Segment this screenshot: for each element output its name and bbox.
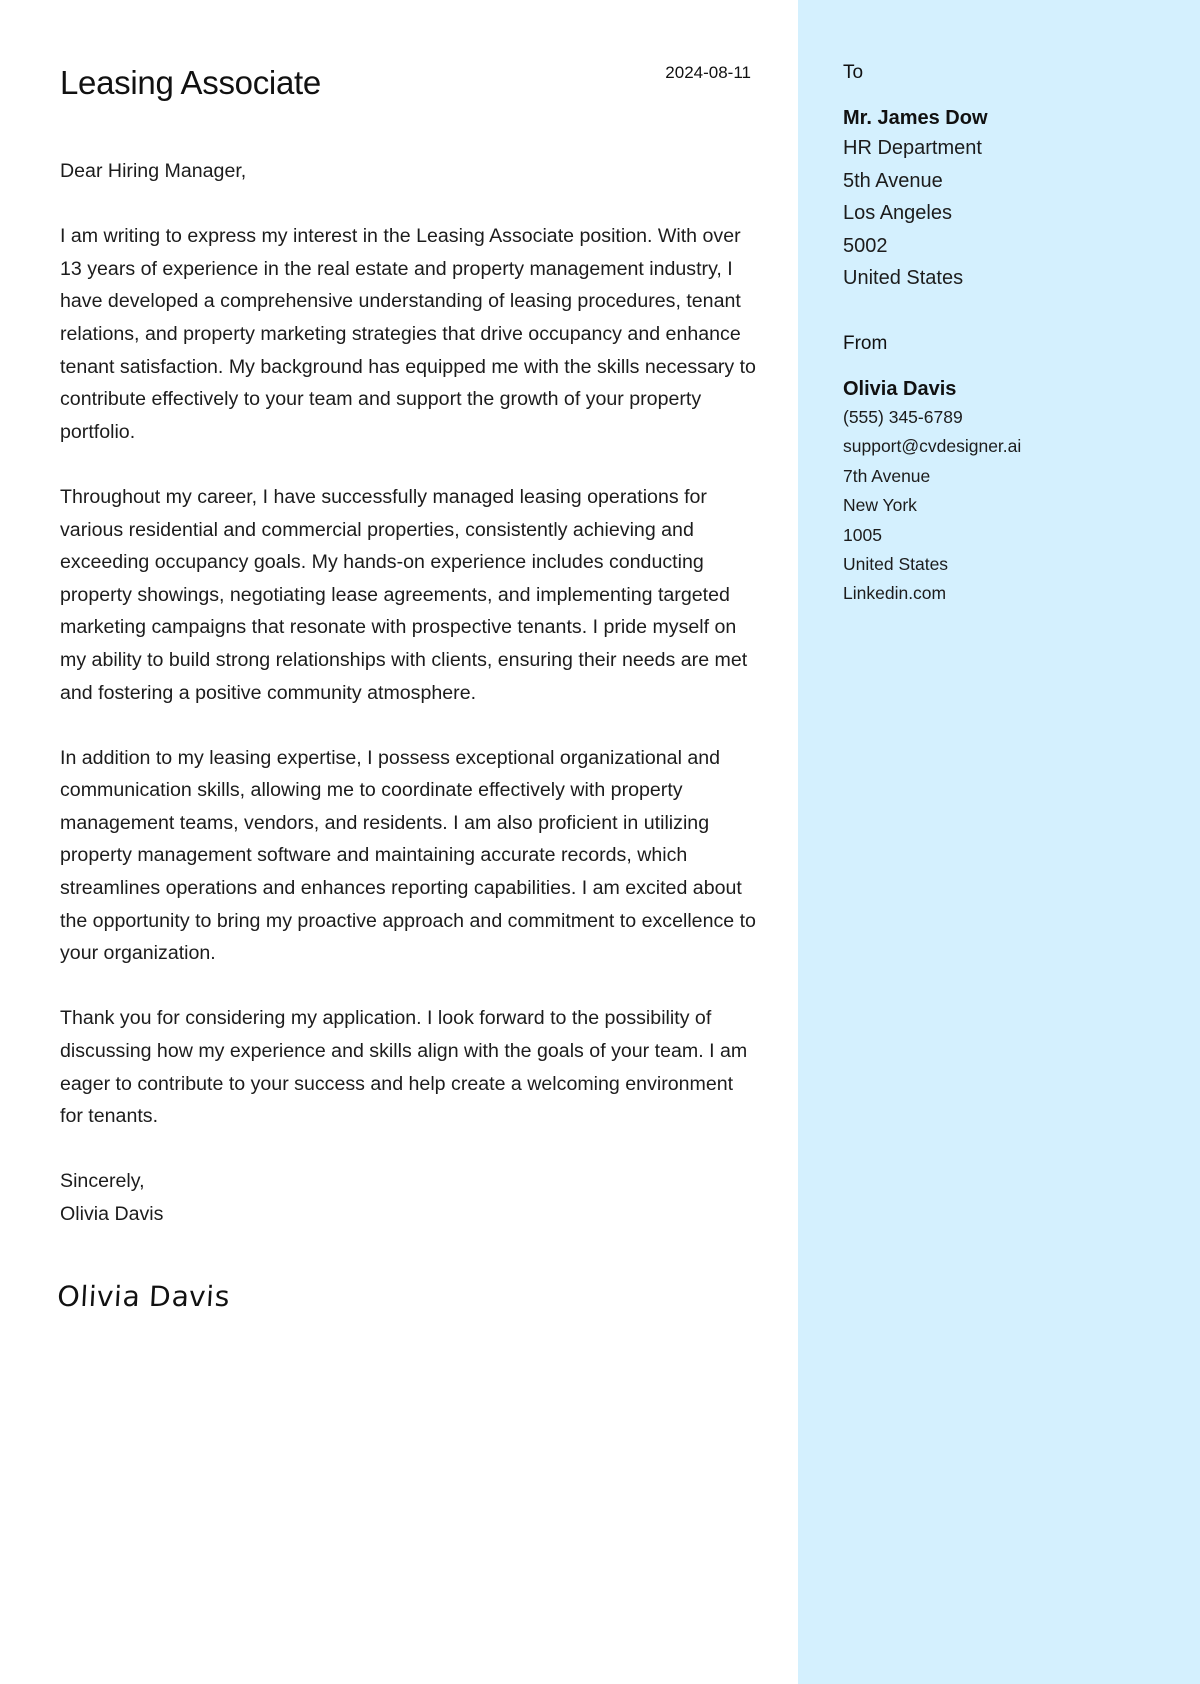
recipient-label: To	[843, 62, 864, 83]
sender-email[interactable]: support@cvdesigner.ai	[843, 436, 1022, 457]
document-title: Leasing Associate	[60, 64, 321, 101]
letter-date: 2024-08-11	[665, 63, 751, 82]
recipient-block	[843, 62, 988, 295]
sender-zip: 1005	[843, 524, 882, 545]
recipient-name: Mr. James Dow	[843, 107, 988, 129]
closing: Sincerely,	[60, 1170, 145, 1193]
sender-country: United States	[843, 554, 949, 575]
body-paragraph-3: In addition to my leasing expertise, I possess exceptional organizational and communication skills, allowing me to coordinate effectively with property management teams, vendors, and residents. I am also proficient in utilizing property management software and maintaining accurate records, which streamlines operations and enhances reporting capabilities. I am excited about the opportunity to bring my proactive approach and commitment to excellence to your organization.	[60, 746, 756, 965]
sender-name-typed: Olivia Davis	[60, 1203, 164, 1225]
body-paragraph-2: Throughout my career, I have successfully managed leasing operations for various residential and commercial properties, consistently achieving and exceeding occupancy goals. My hands-on experience includes conducting property showings, negotiating lease agreements, and implementing targeted marketing campaigns that resonate with prospective tenants. I pride myself on my ability to build strong relationships with clients, ensuring their needs are met and fostering a positive community atmosphere.	[60, 485, 748, 704]
salutation: Dear Hiring Manager,	[60, 160, 247, 182]
sender-block	[843, 333, 1021, 609]
sender-phone: (555) 345-6789	[843, 407, 963, 427]
recipient-zip: 5002	[843, 234, 888, 257]
letter-body	[60, 155, 760, 1231]
sender-label: From	[843, 333, 888, 354]
recipient-city: Los Angeles	[843, 202, 952, 224]
sender-city: New York	[843, 495, 917, 516]
body-paragraph-1: I am writing to express my interest in the Leasing Associate position. With over 13 years of experience in the real estate and property management industry, I have developed a comprehensive understanding of leasing procedures, tenant relations, and property marketing strategies that drive occupancy and enhance tenant satisfaction. My background has equipped me with the skills necessary to contribute effectively to your team and support the growth of your property portfolio.	[60, 225, 756, 443]
sender-name: Olivia Davis	[843, 378, 957, 400]
sender-website-link[interactable]: Linkedin.com	[843, 583, 947, 604]
recipient-country: United States	[843, 267, 964, 289]
recipient-department: HR Department	[843, 137, 982, 159]
recipient-street: 5th Avenue	[843, 169, 943, 192]
sender-street: 7th Avenue	[843, 465, 931, 486]
body-paragraph-4: Thank you for considering my application. I look forward to the possibility of discussing how my experience and skills align with the goals of your team. I am eager to contribute to your success and help create a welcoming environment for tenants.	[60, 1007, 748, 1128]
signature: Olivia Davis	[55, 1280, 232, 1313]
